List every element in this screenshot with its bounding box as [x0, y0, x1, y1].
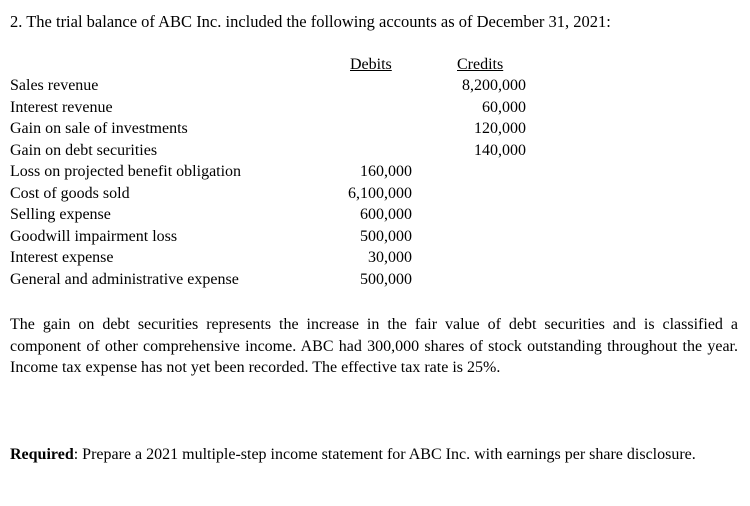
credits-column-header: Credits	[457, 56, 504, 73]
required-paragraph	[10, 444, 738, 466]
required-label: Required	[10, 446, 74, 463]
debit-amount: 500,000	[360, 270, 412, 288]
table-row	[10, 269, 530, 290]
account-name: Interest expense	[10, 249, 114, 266]
credit-amount: 120,000	[474, 120, 526, 137]
table-row	[10, 161, 530, 182]
account-name: Interest revenue	[10, 98, 113, 116]
account-name: Sales revenue	[10, 77, 99, 94]
table-row	[10, 226, 530, 247]
table-row	[10, 97, 530, 118]
debit-amount: 600,000	[360, 206, 412, 223]
debit-amount: 160,000	[360, 163, 412, 180]
account-name: Loss on projected benefit obligation	[10, 163, 242, 180]
table-row	[10, 247, 530, 268]
account-name: Cost of goods sold	[10, 184, 130, 202]
table-row	[10, 183, 530, 204]
debit-amount: 30,000	[368, 249, 412, 266]
account-name: Selling expense	[10, 206, 111, 223]
account-name: General and administrative expense	[10, 270, 239, 288]
table-row	[10, 118, 530, 139]
note-paragraph: The gain on debt securities represents the increase in the fair value of debt securities and is classified a component of other comprehensive income. ABC had 300,000 shares of stock outstanding throughout the year. Income tax expense has not yet been recorded. The effective tax rate is 25%.	[10, 316, 738, 376]
credit-amount: 60,000	[482, 98, 526, 116]
debits-column-header: Debits	[350, 56, 392, 73]
table-row	[10, 140, 530, 161]
debit-amount: 500,000	[360, 227, 412, 245]
table-row	[10, 75, 530, 96]
question-title: 2. The trial balance of ABC Inc. included the following accounts as of December 31, 2021:	[10, 12, 611, 31]
credit-amount: 140,000	[474, 141, 526, 159]
credit-amount: 8,200,000	[462, 77, 526, 94]
required-text: : Prepare a 2021 multiple-step income statement for ABC Inc. with earnings per share disclosure.	[73, 446, 696, 463]
debit-amount: 6,100,000	[348, 184, 412, 202]
account-name: Goodwill impairment loss	[10, 227, 178, 245]
account-name: Gain on debt securities	[10, 141, 158, 159]
table-row	[10, 204, 530, 225]
account-name: Gain on sale of investments	[10, 120, 188, 137]
